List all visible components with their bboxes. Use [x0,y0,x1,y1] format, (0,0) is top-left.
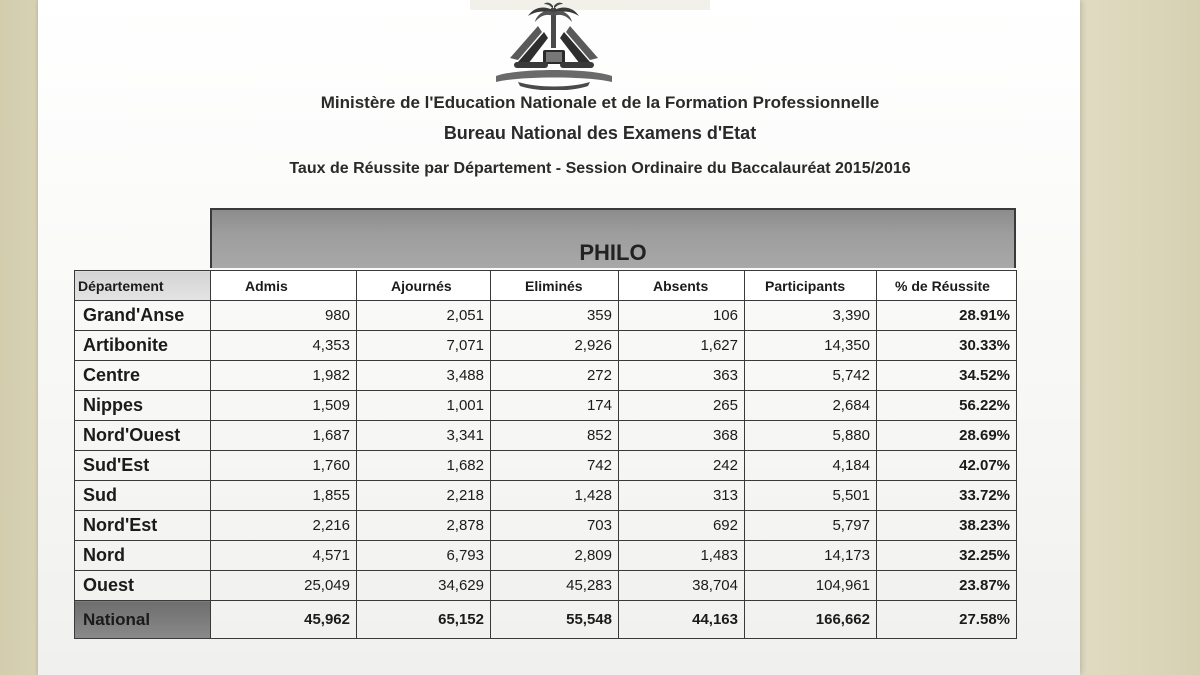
elimines-value: 703 [491,511,619,541]
admis-value: 1,760 [211,451,357,481]
department-name: Artibonite [75,331,211,361]
admis-value: 25,049 [211,571,357,601]
participants-value: 5,797 [745,511,877,541]
coat-of-arms-emblem [488,2,620,90]
participants-value: 5,880 [745,421,877,451]
column-header-absents: Absents [619,271,745,301]
department-name: Nippes [75,391,211,421]
ajournes-value: 6,793 [357,541,491,571]
department-name: Sud'Est [75,451,211,481]
column-header-elimines: Eliminés [491,271,619,301]
table-row [75,391,1017,421]
table-row [75,301,1017,331]
column-header-participants: Participants [745,271,877,301]
department-name: Nord [75,541,211,571]
reussite-value: 27.58% [877,601,1017,639]
elimines-value: 742 [491,451,619,481]
ajournes-value: 3,488 [357,361,491,391]
results-table [74,270,1017,639]
admis-value: 1,509 [211,391,357,421]
ajournes-value: 3,341 [357,421,491,451]
participants-value: 4,184 [745,451,877,481]
table-row [75,331,1017,361]
ajournes-value: 2,218 [357,481,491,511]
reussite-value: 34.52% [877,361,1017,391]
ministry-heading: Ministère de l'Education Nationale et de la Formation Professionnelle [320,93,880,112]
reussite-value: 56.22% [877,391,1017,421]
participants-value: 5,742 [745,361,877,391]
reussite-value: 23.87% [877,571,1017,601]
column-header-reussite: % de Réussite [877,271,1017,301]
elimines-value: 174 [491,391,619,421]
table-row [75,541,1017,571]
national-total-row [75,601,1017,639]
elimines-value: 852 [491,421,619,451]
absents-value: 692 [619,511,745,541]
column-header-admis: Admis [211,271,357,301]
department-name: Sud [75,481,211,511]
table-row [75,451,1017,481]
participants-value: 104,961 [745,571,877,601]
table-row [75,571,1017,601]
ajournes-value: 2,878 [357,511,491,541]
participants-value: 14,173 [745,541,877,571]
admis-value: 980 [211,301,357,331]
ajournes-value: 34,629 [357,571,491,601]
participants-value: 3,390 [745,301,877,331]
table-row [75,481,1017,511]
department-name: Nord'Est [75,511,211,541]
department-name: National [75,601,211,639]
participants-value: 2,684 [745,391,877,421]
ajournes-value: 1,682 [357,451,491,481]
absents-value: 242 [619,451,745,481]
column-header-ajournes: Ajournés [357,271,491,301]
elimines-value: 2,809 [491,541,619,571]
report-title: Taux de Réussite par Département - Session Ordinaire du Baccalauréat 2015/2016 [289,160,911,177]
participants-value: 14,350 [745,331,877,361]
table-row [75,421,1017,451]
admis-value: 4,353 [211,331,357,361]
series-header-label: PHILO [579,240,647,265]
absents-value: 38,704 [619,571,745,601]
elimines-value: 45,283 [491,571,619,601]
department-name: Grand'Anse [75,301,211,331]
absents-value: 265 [619,391,745,421]
elimines-value: 272 [491,361,619,391]
absents-value: 44,163 [619,601,745,639]
absents-value: 363 [619,361,745,391]
admis-value: 45,962 [211,601,357,639]
absents-value: 368 [619,421,745,451]
admis-value: 1,855 [211,481,357,511]
elimines-value: 1,428 [491,481,619,511]
elimines-value: 2,926 [491,331,619,361]
absents-value: 106 [619,301,745,331]
reussite-value: 42.07% [877,451,1017,481]
department-name: Nord'Ouest [75,421,211,451]
admis-value: 4,571 [211,541,357,571]
participants-value: 166,662 [745,601,877,639]
admis-value: 1,982 [211,361,357,391]
elimines-value: 359 [491,301,619,331]
admis-value: 2,216 [211,511,357,541]
ajournes-value: 1,001 [357,391,491,421]
reussite-value: 38.23% [877,511,1017,541]
ajournes-value: 65,152 [357,601,491,639]
reussite-value: 30.33% [877,331,1017,361]
absents-value: 313 [619,481,745,511]
bureau-heading: Bureau National des Examens d'Etat [443,123,757,143]
department-name: Ouest [75,571,211,601]
reussite-value: 33.72% [877,481,1017,511]
absents-value: 1,483 [619,541,745,571]
admis-value: 1,687 [211,421,357,451]
elimines-value: 55,548 [491,601,619,639]
column-header-departement: Département [75,271,211,301]
table-row [75,511,1017,541]
participants-value: 5,501 [745,481,877,511]
reussite-value: 32.25% [877,541,1017,571]
department-name: Centre [75,361,211,391]
ajournes-value: 2,051 [357,301,491,331]
ajournes-value: 7,071 [357,331,491,361]
reussite-value: 28.91% [877,301,1017,331]
absents-value: 1,627 [619,331,745,361]
table-header-row [75,271,1017,301]
table-row [75,361,1017,391]
reussite-value: 28.69% [877,421,1017,451]
